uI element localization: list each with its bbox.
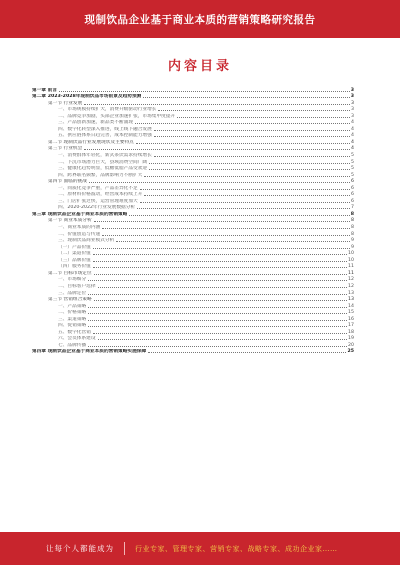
toc-entry-page: 8 bbox=[351, 225, 354, 231]
toc-entry-title: 一、同质化竞争严重，产品差异化不足 bbox=[58, 185, 138, 191]
toc-entry-page: 4 bbox=[351, 146, 354, 152]
toc-entry-title: 三、产品创新加速，新品类不断涌现 bbox=[58, 120, 134, 126]
toc-dot-leader bbox=[93, 261, 347, 262]
toc-dot-leader bbox=[143, 97, 349, 98]
toc-dot-leader bbox=[148, 352, 346, 353]
toc-entry-page: 6 bbox=[351, 179, 354, 185]
toc-entry-page: 4 bbox=[351, 133, 354, 139]
toc-dot-leader bbox=[137, 208, 350, 209]
toc-entry-title: 第二节 现制饮品行业发展现状及主要特点 bbox=[48, 139, 134, 145]
footer-bar bbox=[0, 532, 400, 565]
toc-entry-title: 二、原材料价格波动，经营成本持续上升 bbox=[58, 192, 143, 198]
toc-entry-title: 三、现制饮品商业模式分析 bbox=[58, 238, 115, 244]
report-header-bar bbox=[0, 0, 400, 38]
toc-entry-page: 6 bbox=[351, 192, 354, 198]
toc-entry-page: 8 bbox=[351, 218, 354, 224]
toc-dot-leader bbox=[135, 123, 350, 124]
toc-entry-page: 5 bbox=[351, 172, 354, 178]
toc-entry-title: 一、市场细分 bbox=[58, 277, 87, 283]
toc-dot-leader bbox=[102, 235, 350, 236]
toc-entry-page: 7 bbox=[351, 205, 354, 211]
toc-entry-page: 3 bbox=[350, 87, 354, 93]
toc-entry-title: 五、数字化营销 bbox=[58, 329, 91, 335]
toc-dot-leader bbox=[154, 156, 350, 157]
toc-entry-title: 二、下沉市场潜力巨大，县域消费空间广阔 bbox=[58, 159, 148, 165]
toc-entry-title: 二、品牌竞争加剧，头部企业加速扩张，市场集中度提升 bbox=[58, 113, 176, 119]
toc-entry-page: 4 bbox=[351, 139, 354, 145]
toc-dot-leader bbox=[154, 136, 350, 137]
toc-entry-page: 4 bbox=[351, 120, 354, 126]
toc-entry-title: （三）品牌价值 bbox=[58, 257, 91, 263]
toc-dot-leader bbox=[88, 307, 347, 308]
toc-entry-page: 8 bbox=[350, 211, 354, 217]
footer-slogan: 让每个人都能成为 bbox=[46, 544, 114, 553]
toc-dot-leader bbox=[149, 169, 350, 170]
toc-entry-title: 一、产品策略 bbox=[58, 303, 87, 309]
toc-dot-leader bbox=[88, 280, 347, 281]
toc-entry-title: 第三章 现制饮品企业基于商业本质的营销策略 bbox=[32, 211, 128, 217]
toc-entry-title: 第二章 2023-2028年现制饮品市场前景及趋势预测 bbox=[32, 94, 142, 100]
toc-dot-leader bbox=[89, 182, 350, 183]
toc-entry-page: 4 bbox=[351, 126, 354, 132]
toc-entry-page: 13 bbox=[348, 290, 354, 296]
toc-entry-title: 一、消费群体年轻化，新式茶饮需求持续增长 bbox=[58, 153, 152, 159]
toc-dot-leader bbox=[59, 91, 350, 92]
toc-dot-leader bbox=[140, 189, 350, 190]
toc-entry-page: 10 bbox=[348, 251, 354, 257]
toc-dot-leader bbox=[93, 254, 347, 255]
toc-entry-page: 18 bbox=[348, 329, 354, 335]
toc-entry-page: 9 bbox=[351, 238, 354, 244]
footer-separator bbox=[124, 542, 125, 555]
toc-entry-title: 七、品牌传播 bbox=[58, 342, 87, 348]
toc-dot-leader bbox=[98, 339, 348, 340]
toc-dot-leader bbox=[93, 248, 350, 249]
toc-entry-title: 第三节 营销组合策略 bbox=[48, 297, 92, 303]
toc-entry-page: 5 bbox=[351, 166, 354, 172]
toc-entry-page: 20 bbox=[348, 342, 354, 348]
footer-roles: 行业专家、管理专家、营销专家、战略专家、成功企业家…… bbox=[135, 544, 338, 553]
toc-dot-leader bbox=[158, 110, 350, 111]
toc-entry-page: 25 bbox=[347, 349, 354, 355]
toc-entry-title: 四、跨界联名频繁，品牌影响力不断扩大 bbox=[58, 172, 143, 178]
toc-entry-title: 一、市场规模持续扩大，消费升级驱动行业增长 bbox=[58, 107, 157, 113]
toc-entry-page: 3 bbox=[351, 100, 354, 106]
toc-entry-page: 14 bbox=[348, 303, 354, 309]
toc-entry-title: （二）渠道价值 bbox=[58, 251, 91, 257]
toc-entry-title: 第四节 面临的挑战 bbox=[48, 179, 87, 185]
toc-entry-title: 二、价格策略 bbox=[58, 310, 87, 316]
toc-dot-leader bbox=[102, 228, 350, 229]
toc-dot-leader bbox=[149, 163, 350, 164]
toc-entry-title: 三、健康化趋势明显，低糖低脂产品受欢迎 bbox=[58, 166, 148, 172]
toc-entry-page: 13 bbox=[348, 297, 354, 303]
toc-entry-page: 17 bbox=[348, 323, 354, 329]
toc-dot-leader bbox=[98, 287, 348, 288]
toc-dot-leader bbox=[88, 320, 347, 321]
toc-entry-title: 第三节 行业机会 bbox=[48, 146, 83, 152]
toc-entry-page: 8 bbox=[351, 231, 354, 237]
toc-dot-leader bbox=[136, 143, 350, 144]
toc-entry-title: （四）服务价值 bbox=[58, 264, 91, 270]
toc-entry-title: 第一节 行业发展 bbox=[48, 100, 83, 106]
toc-entry-page: 9 bbox=[351, 244, 354, 250]
toc-heading: 内容目录 bbox=[167, 59, 232, 74]
toc-dot-leader bbox=[154, 130, 350, 131]
toc-dot-leader bbox=[88, 294, 347, 295]
toc-entry-title: 四、促销策略 bbox=[58, 323, 87, 329]
toc-dot-leader bbox=[116, 241, 350, 242]
toc-entry-page: 11 bbox=[348, 264, 354, 270]
toc-entry-title: 五、供应链体系日趋完善，成本控制能力增强 bbox=[58, 133, 152, 139]
toc-entry-page: 12 bbox=[348, 277, 354, 283]
toc-entry-title: 第四章 现制饮品企业基于商业本质的营销策略实施保障 bbox=[32, 349, 147, 355]
toc-entry-page: 11 bbox=[348, 270, 354, 276]
toc-entry-page: 19 bbox=[348, 336, 354, 342]
toc-entry-title: 三、品牌定位 bbox=[58, 290, 87, 296]
report-title: 现制饮品企业基于商业本质的营销策略研究报告 bbox=[84, 13, 316, 26]
toc-dot-leader bbox=[84, 104, 350, 105]
toc-entry-page: 6 bbox=[351, 198, 354, 204]
toc-dot-leader bbox=[93, 267, 347, 268]
toc-entry-title: 四、数字化转型深入推进，线上线下融合发展 bbox=[58, 126, 152, 132]
toc-dot-leader bbox=[177, 117, 350, 118]
toc-dot-leader bbox=[84, 149, 350, 150]
toc-entry-page: 5 bbox=[351, 159, 354, 165]
toc-dot-leader bbox=[94, 274, 347, 275]
toc-dot-leader bbox=[140, 202, 350, 203]
toc-dot-leader bbox=[93, 333, 347, 334]
toc-dot-leader bbox=[144, 195, 350, 196]
toc-entry-page: 15 bbox=[348, 310, 354, 316]
toc-entry-title: 三、门店扩张过快，运营管理难度加大 bbox=[58, 198, 138, 204]
toc-dot-leader bbox=[144, 176, 350, 177]
toc-entry-title: 六、会员体系建设 bbox=[58, 336, 96, 342]
toc-dot-leader bbox=[94, 300, 347, 301]
toc-entry-title: 四、2020-2022年行业发展数据分析 bbox=[58, 205, 136, 211]
toc-entry-title: 三、渠道策略 bbox=[58, 316, 87, 322]
toc-entry-page: 6 bbox=[351, 185, 354, 191]
toc-entry-title: 一、商业本质的内涵 bbox=[58, 225, 101, 231]
toc-entry-page: 5 bbox=[351, 153, 354, 159]
toc-entry-page: 16 bbox=[348, 316, 354, 322]
toc-dot-leader bbox=[88, 313, 347, 314]
toc-entry-title: 第一章 前言 bbox=[32, 87, 58, 93]
toc-entry-title: 第一节 商业本质分析 bbox=[48, 218, 92, 224]
toc-dot-leader bbox=[88, 346, 347, 347]
toc-entry-page: 10 bbox=[348, 257, 354, 263]
table-of-contents bbox=[32, 86, 354, 354]
toc-entry[interactable] bbox=[32, 348, 354, 355]
toc-dot-leader bbox=[129, 215, 349, 216]
toc-entry-page: 3 bbox=[351, 107, 354, 113]
toc-entry-title: （一）产品价值 bbox=[58, 244, 91, 250]
toc-entry-title: 二、价值创造与传递 bbox=[58, 231, 101, 237]
toc-entry-page: 3 bbox=[351, 113, 354, 119]
toc-dot-leader bbox=[94, 221, 350, 222]
toc-dot-leader bbox=[88, 326, 347, 327]
toc-entry-page: 12 bbox=[348, 283, 354, 289]
toc-entry-title: 第二节 目标市场定位 bbox=[48, 270, 92, 276]
toc-entry-title: 二、目标客户选择 bbox=[58, 283, 96, 289]
toc-entry-page: 3 bbox=[350, 94, 354, 100]
